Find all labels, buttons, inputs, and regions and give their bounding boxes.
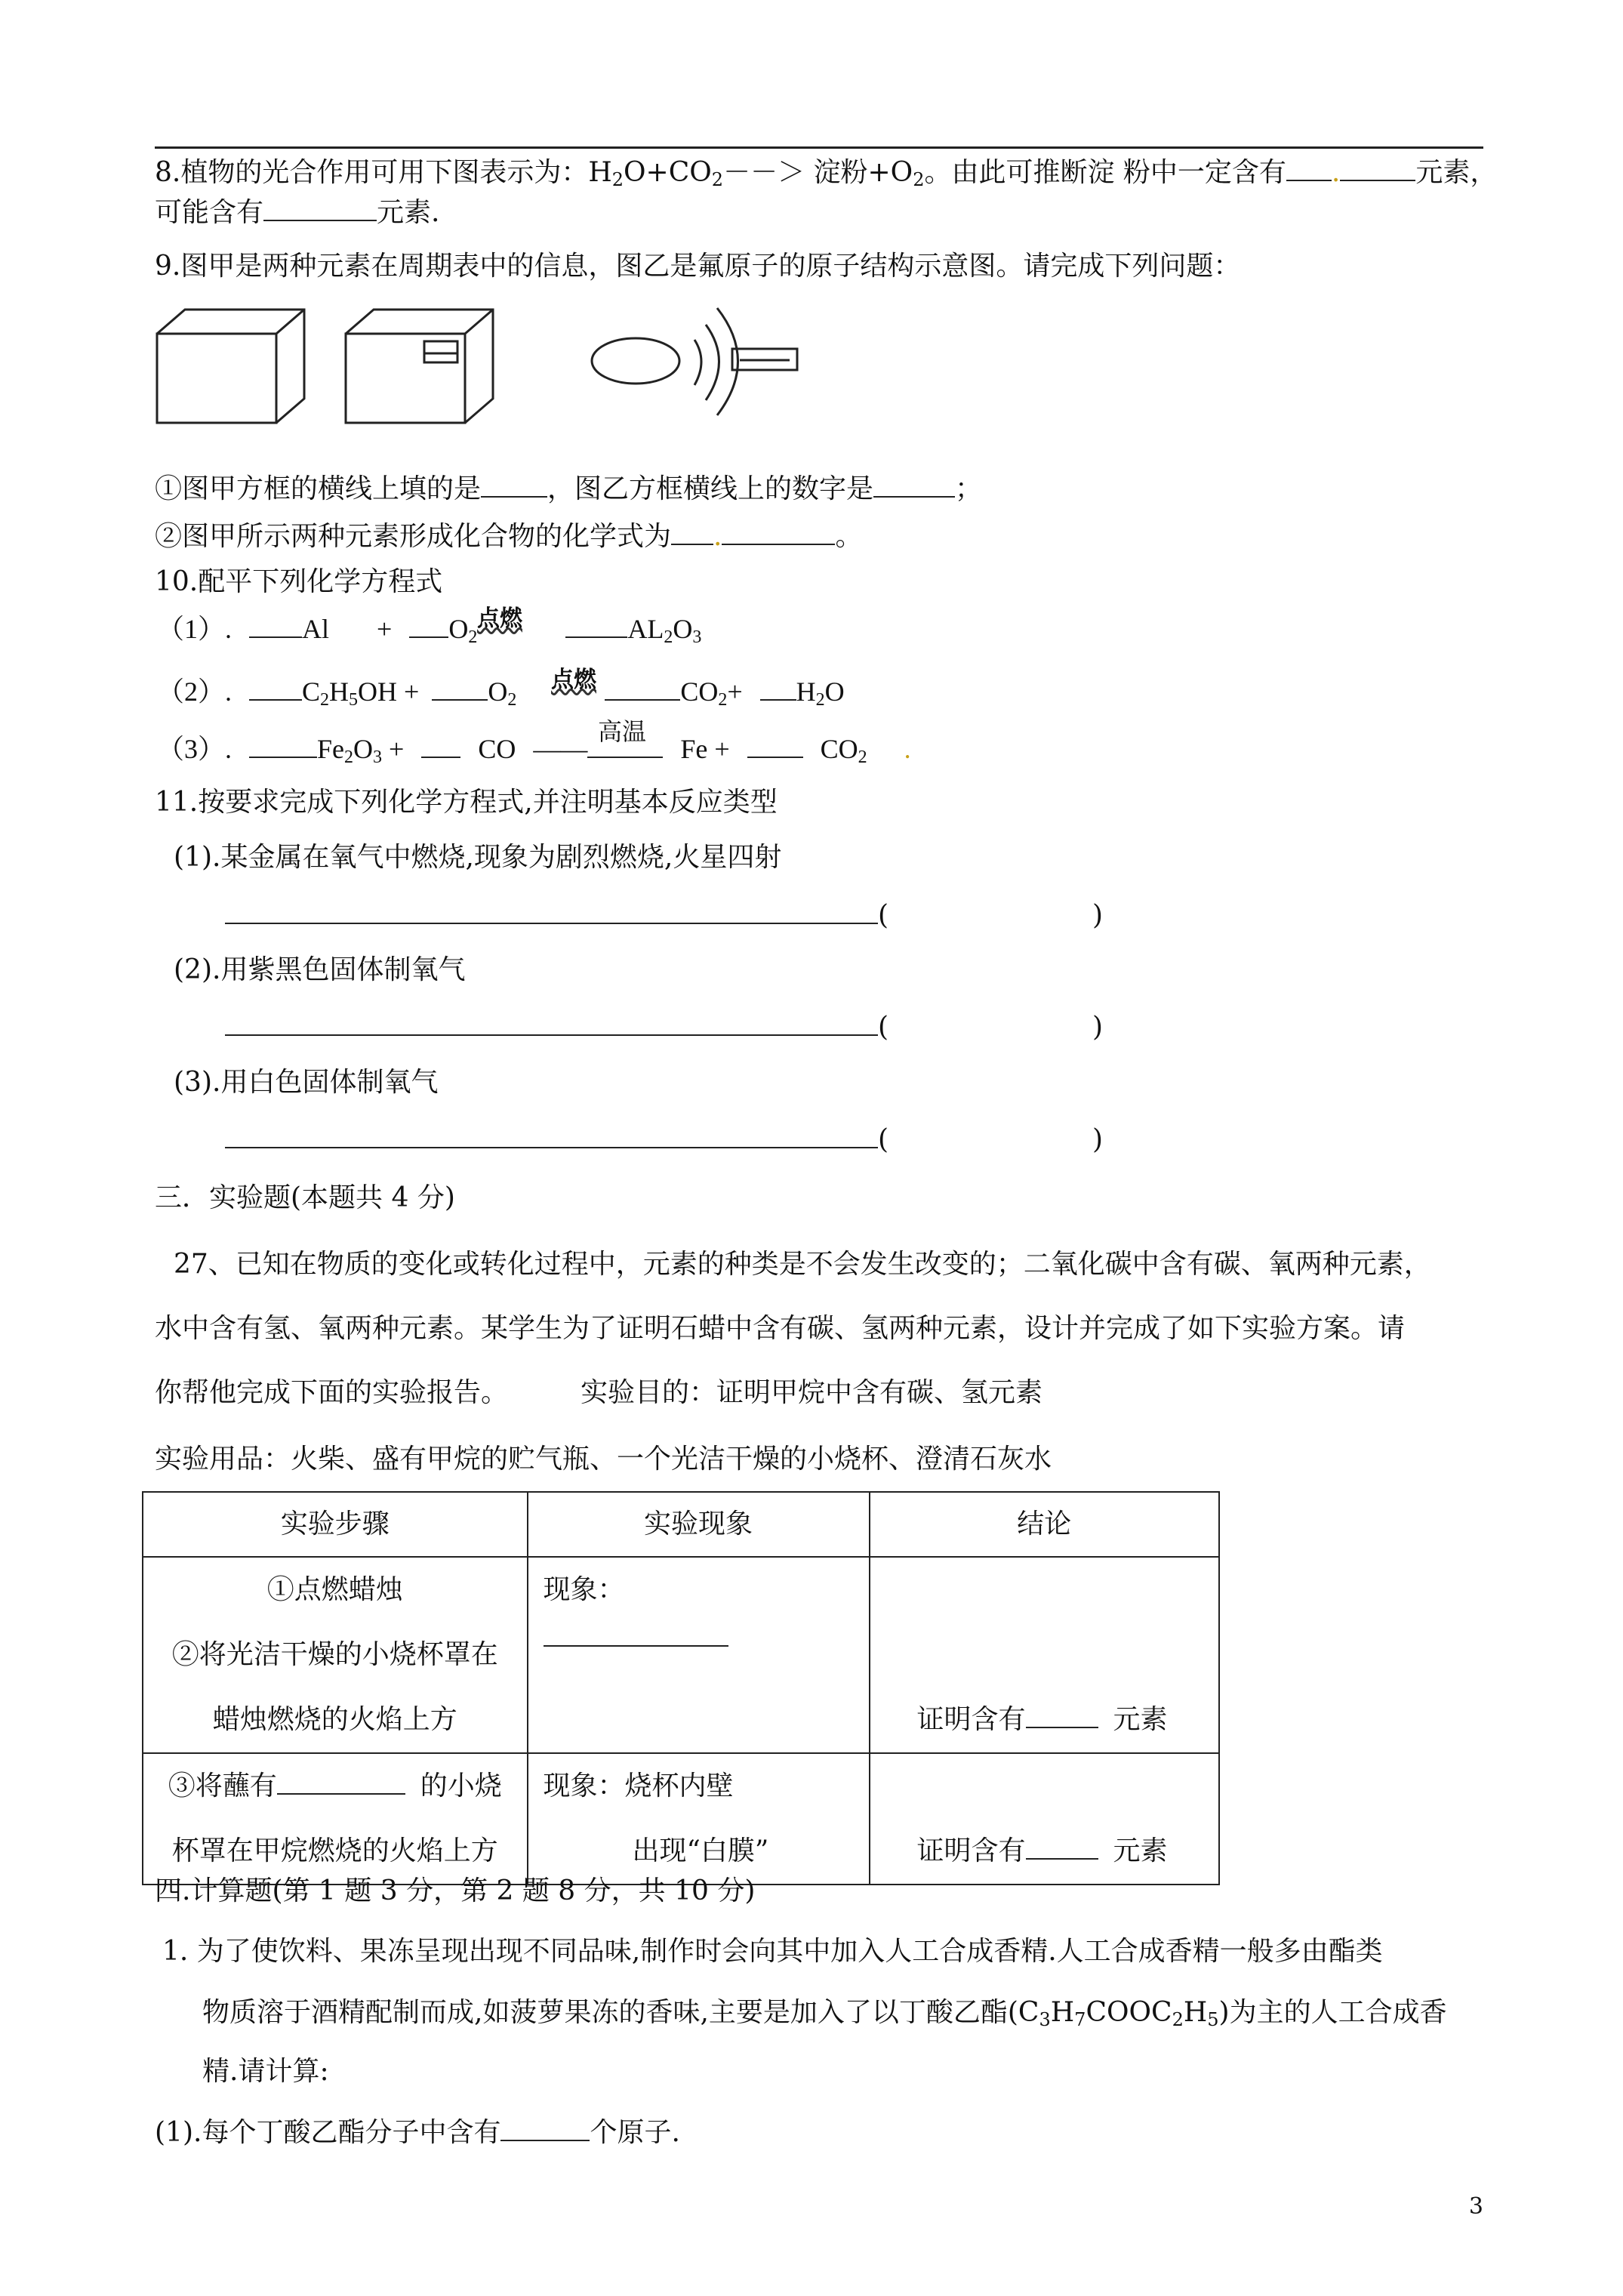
q9-intro: 9.图甲是两种元素在周期表中的信息，图乙是氟原子的原子结构示意图。请完成下列问题： [155,251,1241,282]
row1-obs-label: 现象： [543,1574,625,1605]
row1-obs-blank[interactable] [544,1623,728,1647]
eq2-blank-co2[interactable] [605,676,680,701]
q10-eq3: （3）. $Fe_2O_3$ + CO —— $Fe + CO_2$ . [157,734,911,767]
row1-concl-text-b: 元素 [1113,1704,1168,1735]
periodic-box-2 [346,310,493,423]
row2-step-line1 [143,1754,527,1819]
row1-concl-line [917,1687,1219,1752]
q11-answer2 [225,1010,1103,1045]
q11-blank-1[interactable] [225,900,878,924]
row2-obs-line2: 出现“白膜” [632,1835,769,1866]
q8-blank-1[interactable] [1286,157,1332,181]
row1-step-line3: 蜡烛燃烧的火焰上方 [212,1704,457,1735]
eq2-reactant: C [302,676,321,707]
periodic-box-1 [157,310,304,423]
eq3-plus: + [389,734,405,764]
eq3-fe: Fe + [680,734,730,764]
q8-text-b: O+CO [624,157,712,188]
q8-text-e: 元素， [1415,157,1498,188]
row2-step-text-a: ③将蘸有 [168,1771,277,1801]
eq2-plus2: + [727,676,743,707]
eq1-al: Al [302,614,330,644]
q8-text-g: 元素. [377,197,440,228]
q10-title: 10.配平下列化学方程式 [155,566,443,597]
row2-step [143,1753,528,1885]
q8-line1: 8.植物的光合作用可用下图表示为：$H_2O+CO_2-->$ 淀粉$+O_2$。由此可推断淀 粉中一定含有 . 元素， [155,157,1498,190]
q8-line2 [155,196,439,230]
eq3-fe2o3: Fe [317,734,345,764]
q9-blank-1[interactable] [481,473,547,498]
q11-paren-close-3: ) [1092,1124,1104,1155]
experiment-table [142,1491,1220,1885]
q8-text-f: 可能含有 [155,197,264,228]
eq3-co: CO [478,734,516,764]
q9-sub1-text-a: ①图甲方框的横线上填的是 [155,473,482,504]
row1-observation [528,1557,870,1753]
row2-step-blank[interactable] [277,1771,405,1795]
eq2-co: CO [680,676,719,707]
eq2-h: H [796,676,816,707]
sec3-heading: 三．实验题(本题共 4 分) [155,1182,455,1213]
row1-conclusion [870,1557,1220,1753]
sec3-p4: 实验用品：火柴、盛有甲烷的贮气瓶、一个光洁干燥的小烧杯、澄清石灰水 [155,1444,1052,1475]
sec3-p1: 27、已知在物质的变化或转化过程中，元素的种类是不会发生改变的；二氧化碳中含有碳、氧两种元素， [174,1249,1431,1280]
sec3-p3-b: 实验目的：证明甲烷中含有碳、氢元素 [581,1377,1043,1408]
row1-concl-blank[interactable] [1026,1704,1098,1728]
q9-sub2-text-b: 。 [835,521,863,552]
q9-sub1-text-b: ，图乙方框横线上的数字是 [547,473,874,504]
q8-blank-1b[interactable] [1340,157,1415,181]
row2-step-text-b: 的小烧 [420,1771,502,1801]
q11-title: 11.按要求完成下列化学方程式,并注明基本反应类型 [155,787,778,818]
eq1-blank-o2[interactable] [409,614,448,638]
eq3-blank-co2[interactable] [747,734,803,758]
eq2-blank-ethanol[interactable] [249,676,302,701]
eq2-o: O [488,676,508,707]
row1-obs-answer-line [544,1623,869,1668]
sec4-p4-text-b: 个原子. [590,2117,680,2148]
row2-obs-line1: 现象：烧杯内壁 [543,1771,734,1801]
eq1-blank-al[interactable] [249,614,302,638]
row2-step-line2: 杯罩在甲烷燃烧的火焰上方 [171,1835,498,1866]
sec3-p2: 水中含有氢、氧两种元素。某学生为了证明石蜡中含有碳、氢两种元素，设计并完成了如下实验方案。请 [155,1313,1406,1344]
eq3-dot: . [904,734,911,764]
sec4-p4-text-a: (1).每个丁酸乙酯分子中含有 [155,2117,501,2148]
q8-text-a: 8.植物的光合作用可用下图表示为：H [155,157,612,188]
eq2-blank-o2[interactable] [432,676,488,701]
q11-paren-open-3: ( [878,1124,889,1155]
q11-paren-close-1: ) [1092,900,1104,931]
sec4-blank-atoms[interactable] [500,2117,590,2141]
eq1-blank-al2o3[interactable] [565,614,627,638]
sec4-p4 [155,2116,680,2150]
eq3-label: （3）. [157,734,233,764]
eq1-o: O [448,614,469,644]
q8-text-d: 。由此可推断淀 粉中一定含有 [924,157,1286,188]
q11-sub1: (1).某金属在氧气中燃烧,现象为剧烈燃烧,火星四射 [174,842,782,873]
q9-blank-3b[interactable] [722,521,835,545]
eq3-arrow: —— [533,734,588,764]
eq3-blank-co[interactable] [421,734,460,758]
row2-conclusion [870,1753,1220,1885]
q11-answer3 [225,1123,1103,1157]
eq2-condition: 点燃 [551,667,596,693]
top-rule [155,146,1483,149]
q11-paren-open-2: ( [878,1012,889,1043]
q9-blank-3[interactable] [671,521,713,545]
q9-blank-2[interactable] [873,473,955,498]
row1-step-line2: ②将光洁干燥的小烧杯罩在 [171,1639,498,1670]
header-observation: 实验现象 [528,1492,870,1557]
row2-concl-blank[interactable] [1026,1835,1098,1860]
row2-concl-line [917,1819,1219,1884]
row2-concl-text-a: 证明含有 [916,1835,1026,1866]
row2-observation [528,1753,870,1885]
sec4-p2-text: 物质溶于酒精配制而成,如菠萝果冻的香味,主要是加入了以丁酸乙酯(C [202,1997,1039,2028]
eq1-condition: 点燃 [477,606,522,632]
q11-paren-open-1: ( [878,900,889,931]
q8-blank-2[interactable] [263,197,377,221]
page-number: 3 [1468,2193,1483,2220]
eq2-plus: + [404,676,420,707]
q9-dot: . [713,521,722,552]
fluorine-atom-diagram [592,308,797,415]
row1-step [143,1557,528,1753]
q11-sub2: (2).用紫黑色固体制氧气 [174,954,466,985]
q8-dot: . [1331,157,1341,188]
row2-concl-text-b: 元素 [1113,1835,1168,1866]
q11-blank-3[interactable] [225,1124,878,1148]
eq1-label: （1）. [157,614,233,644]
table-row [143,1753,1219,1885]
q11-paren-close-2: ) [1092,1012,1104,1043]
table-header-row [143,1492,1219,1557]
row1-step-line1: ①点燃蜡烛 [266,1574,403,1605]
sec4-p1: 1. 为了使饮料、果冻呈现出现不同品味,制作时会向其中加入人工合成香精.人工合成香精一般多由酯类 [162,1936,1383,1967]
eq2-label: （2）. [157,676,233,707]
eq3-condition: 高温 [598,717,647,746]
q10-eq1: （1）. $Al + O_2$ $AL_2O_3$ [157,614,702,647]
eq3-co2: CO [820,734,858,764]
q11-blank-2[interactable] [225,1012,878,1036]
q9-sub2-text-a: ②图甲所示两种元素形成化合物的化学式为 [155,521,672,552]
sec4-p2-end: )为主的人工合成香 [1218,1997,1447,2028]
q11-sub3: (3).用白色固体制氧气 [174,1067,439,1098]
eq1-plus: + [377,614,393,644]
eq2-blank-h2o[interactable] [760,676,796,701]
sec3-p3-a: 你帮他完成下面的实验报告。 [155,1377,509,1408]
q11-answer1 [225,898,1103,933]
q10-eq2: （2）. $C_2H_5OH + O_2$ $CO_2+ H_2O$ [157,676,845,710]
sec3-p3 [155,1376,1042,1410]
eq1-product: AL [627,614,664,644]
header-conclusion: 结论 [870,1492,1220,1557]
q9-sub1-text-c: ； [955,473,983,504]
header-step: 实验步骤 [143,1492,528,1557]
eq3-blank-fe2o3[interactable] [249,734,317,758]
sec4-p3: 精.请计算: [202,2056,329,2087]
sec4-heading: 四.计算题(第 1 题 3 分，第 2 题 8 分，共 10 分) [155,1875,756,1906]
table-row [143,1557,1219,1753]
row1-concl-text-a: 证明含有 [916,1704,1026,1735]
q9-figure [151,302,830,430]
sec4-p2: 物质溶于酒精配制而成,如菠萝果冻的香味,主要是加入了以丁酸乙酯$(C_3H_7COOC_2H_5)$为主的人工合成香 [202,1997,1447,2030]
q9-sub1 [155,472,982,507]
q8-text-c: －－＞ 淀粉+O [723,157,913,188]
q9-sub2 [155,519,862,554]
